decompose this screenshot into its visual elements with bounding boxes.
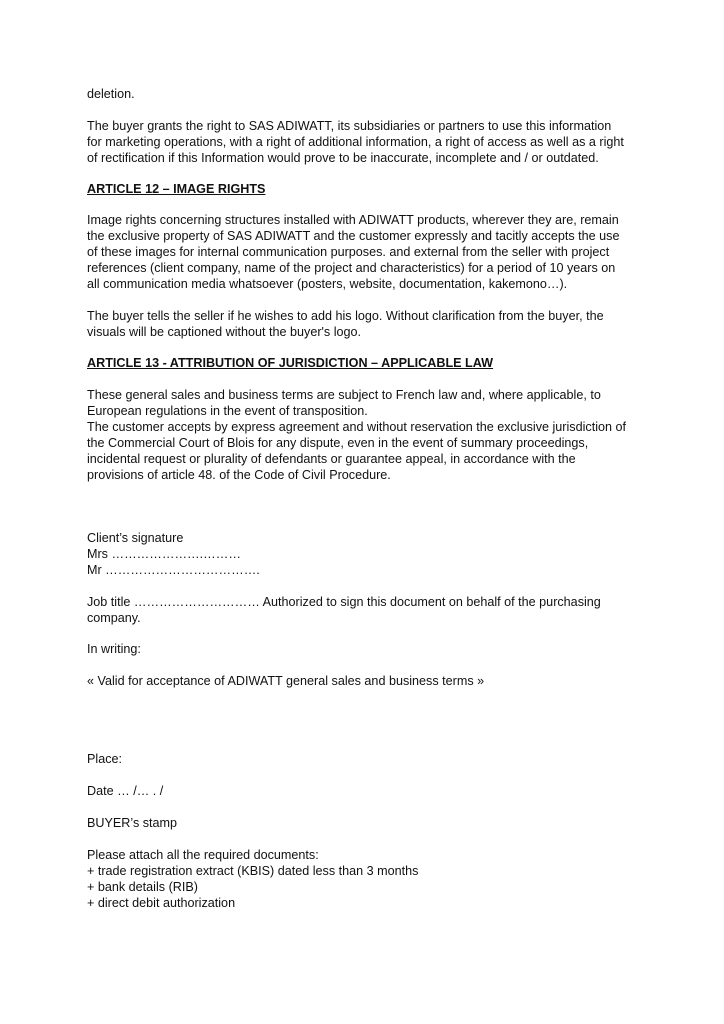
attachments-intro: Please attach all the required documents: — [87, 848, 319, 862]
article-12-p1-line-4: references (client company, name of the project and characteristics) for a period of 10 years on — [87, 261, 616, 275]
valid-for-acceptance: « Valid for acceptance of ADIWATT general sales and business terms » — [87, 674, 485, 688]
article-12-p1-line-2: the exclusive property of SAS ADIWATT and the customer expressly and tacitly accepts the use — [87, 229, 620, 243]
buyer-grants-line-3: of rectification if this Information would prove to be inaccurate, incomplete and / or outdated. — [87, 151, 599, 165]
place-label: Place: — [87, 752, 123, 766]
intro-continuation: deletion. — [87, 87, 135, 101]
in-writing-label: In writing: — [87, 642, 141, 656]
attachment-item-direct-debit: + direct debit authorization — [87, 896, 236, 910]
article-13-heading: ARTICLE 13 - ATTRIBUTION OF JURISDICTION – APPLICABLE LAW — [87, 356, 494, 370]
job-title-line-2: company. — [87, 611, 141, 625]
date-label: Date … /… . / — [87, 784, 164, 798]
article-12-p1-line-5: all communication media whatsoever (posters, website, documentation, kakemono…). — [87, 277, 568, 291]
mrs-line: Mrs ………………….……… — [87, 547, 241, 561]
article-13-line-5: incidental request or plurality of defendants or guarantee appeal, in accordance with the — [87, 452, 576, 466]
job-title-line-1: Job title ………………………… Authorized to sign this document on behalf of the purchasing — [87, 595, 601, 609]
article-13-line-2: European regulations in the event of transposition. — [87, 404, 368, 418]
article-12-p2-line-2: visuals will be captioned without the buyer's logo. — [87, 325, 362, 339]
article-13-line-6: provisions of article 48. of the Code of Civil Procedure. — [87, 468, 391, 482]
article-12-p1-line-1: Image rights concerning structures installed with ADIWATT products, wherever they are, remain — [87, 213, 619, 227]
article-13-line-1: These general sales and business terms are subject to French law and, where applicable, to — [87, 388, 601, 402]
buyer-stamp-label: BUYER’s stamp — [87, 816, 178, 830]
article-12-p2-line-1: The buyer tells the seller if he wishes to add his logo. Without clarification from the buyer, the — [87, 309, 604, 323]
buyer-grants-line-1: The buyer grants the right to SAS ADIWATT, its subsidiaries or partners to use this information — [87, 119, 612, 133]
attachment-item-rib: + bank details (RIB) — [87, 880, 198, 894]
article-13-line-3: The customer accepts by express agreement and without reservation the exclusive jurisdiction of — [87, 420, 626, 434]
article-12-heading: ARTICLE 12 – IMAGE RIGHTS — [87, 182, 266, 196]
client-signature-label: Client’s signature — [87, 531, 184, 545]
article-12-p1-line-3: of these images for internal communication purposes. and external from the seller with project — [87, 245, 610, 259]
article-13-line-4: the Commercial Court of Blois for any dispute, even in the event of summary proceedings, — [87, 436, 589, 450]
attachment-item-kbis: + trade registration extract (KBIS) dated less than 3 months — [87, 864, 419, 878]
buyer-grants-line-2: for marketing operations, with a right of additional information, a right of access as well as a right — [87, 135, 624, 149]
mr-line: Mr ………………………………. — [87, 563, 260, 577]
